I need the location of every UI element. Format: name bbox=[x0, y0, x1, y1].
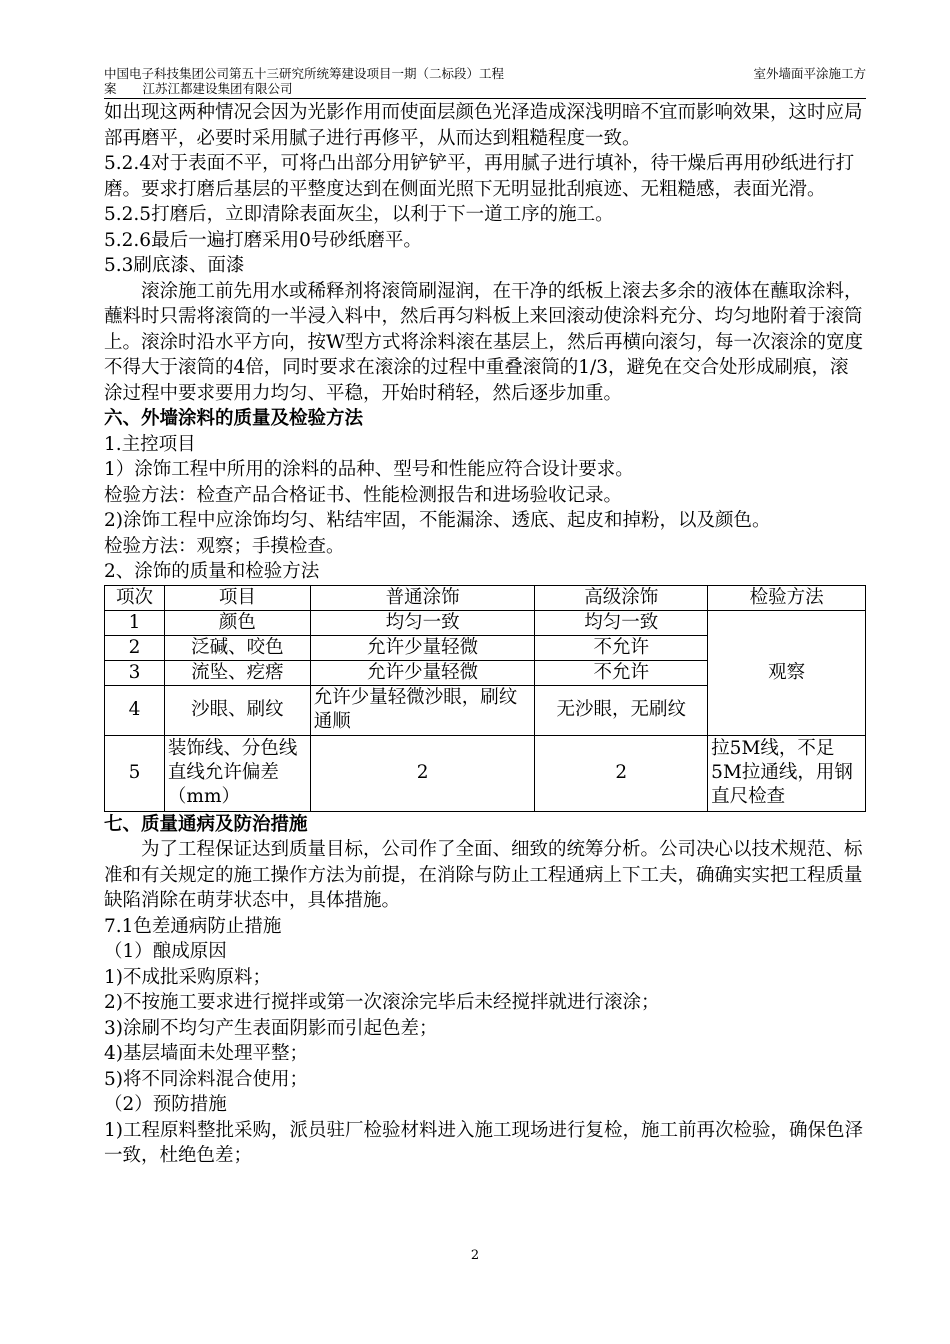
paragraph: 2、涂饰的质量和检验方法 bbox=[104, 561, 320, 582]
table-header-row bbox=[105, 585, 866, 610]
table-cell: 泛碱、咬色 bbox=[164, 635, 310, 660]
list-item: 1)不成批采购原料； bbox=[104, 966, 271, 988]
header-title-text: 中国电子科技集团公司第五十三研究所统筹建设项目一期（二标段）工程 bbox=[104, 66, 505, 81]
paragraph: 2)涂饰工程中应涂饰均匀、粘结牢固，不能漏涂、透底、起皮和掉粉，以及颜色。 bbox=[104, 510, 771, 531]
table-header-cell: 项次 bbox=[105, 585, 165, 610]
table-cell: 装饰线、分色线直线允许偏差（mm） bbox=[164, 735, 310, 811]
header-company: 江苏江都建设集团有限公司 bbox=[142, 81, 293, 96]
table-cell: 沙眼、刷纹 bbox=[164, 685, 310, 735]
table-cell: 流坠、疙瘩 bbox=[164, 660, 310, 685]
paragraph: 滚涂施工前先用水或稀释剂将滚筒刷湿润，在干净的纸板上滚去多余的液体在蘸取涂料，蘸料时只需将滚筒的一半浸入料中，然后再匀料板上来回滚动使涂料充分、均匀地附着于滚筒上。滚涂时沿水平方向，按W型方式将涂料滚在基层上，然后再横向滚匀，每一次滚涂的宽度不得大于滚筒的4倍，同时要求在滚涂的过程中重叠滚筒的1/3，避免在交合处形成刷痕，滚涂过程中要求要用力均匀、平稳，开始时稍轻，然后逐步加重。 bbox=[104, 280, 864, 404]
table-cell: 1 bbox=[105, 610, 165, 635]
section-heading: 5.3刷底漆、面漆 bbox=[104, 255, 245, 276]
table-cell: 4 bbox=[105, 685, 165, 735]
table-row bbox=[105, 735, 866, 811]
table-cell: 无沙眼，无刷纹 bbox=[535, 685, 708, 735]
table-cell: 允许少量轻微沙眼，刷纹通顺 bbox=[310, 685, 535, 735]
paragraph: 1.主控项目 bbox=[104, 433, 196, 455]
paragraph: 5.2.4对于表面不平，可将凸出部分用铲铲平，再用腻子进行填补，待干燥后再用砂纸进行打磨。要求打磨后基层的平整度达到在侧面光照下无明显批刮痕迹、无粗糙感，表面光滑。 bbox=[104, 153, 855, 200]
page-number: 2 bbox=[470, 1248, 480, 1263]
table-header-cell: 项目 bbox=[164, 585, 310, 610]
paragraph: 如出现这两种情况会因为光影作用而使面层颜色光泽造成深浅明暗不宜而影响效果，这时应局部再磨平，必要时采用腻子进行再修平，从而达到粗糙程度一致。 bbox=[104, 102, 863, 149]
list-item: 1)工程原料整批采购，派员驻厂检验材料进入施工现场进行复检，施工前再次检验，确保色泽一致，杜绝色差； bbox=[104, 1119, 863, 1166]
list-item: 2)不按施工要求进行搅拌或第一次滚涂完毕后未经搅拌就进行滚涂； bbox=[104, 992, 660, 1013]
table-cell: 允许少量轻微 bbox=[310, 660, 535, 685]
table-cell: 2 bbox=[310, 735, 535, 811]
paragraph: （1）酿成原因 bbox=[104, 941, 227, 962]
section-heading: 7.1色差通病防止措施 bbox=[104, 915, 282, 937]
table-cell: 5 bbox=[105, 735, 165, 811]
table-cell: 拉5M线，不足5M拉通线，用钢直尺检查 bbox=[708, 735, 866, 811]
quality-table bbox=[104, 585, 866, 812]
table-cell: 不允许 bbox=[535, 635, 708, 660]
table-header-cell: 普通涂饰 bbox=[310, 585, 535, 610]
header-project-title bbox=[104, 66, 564, 96]
paragraph: 检验方法：检查产品合格证书、性能检测报告和进场验收记录。 bbox=[104, 484, 623, 506]
list-item: 3)涂刷不均匀产生表面阴影而引起色差； bbox=[104, 1017, 438, 1039]
paragraph: 为了工程保证达到质量目标，公司作了全面、细致的统筹分析。公司决心以技术规范、标准和有关规定的施工操作方法为前提，在消除与防止工程通病上下工夫，确确实实把工程质量缺陷消除在萌芽状态中，具体措施。 bbox=[104, 839, 863, 911]
table-cell: 均匀一致 bbox=[535, 610, 708, 635]
chapter-heading-7: 七、质量通病及防治措施 bbox=[104, 813, 308, 835]
table-cell: 不允许 bbox=[535, 660, 708, 685]
document-body bbox=[104, 100, 866, 1169]
paragraph: 5.2.5打磨后，立即清除表面灰尘，以利于下一道工序的施工。 bbox=[104, 204, 614, 225]
table-header-cell: 检验方法 bbox=[708, 585, 866, 610]
list-item: 5)将不同涂料混合使用； bbox=[104, 1068, 308, 1090]
header-divider bbox=[104, 98, 866, 99]
table-row bbox=[105, 610, 866, 635]
paragraph: （2）预防措施 bbox=[104, 1094, 227, 1115]
paragraph: 5.2.6最后一遍打磨采用0号砂纸磨平。 bbox=[104, 229, 422, 251]
chapter-heading-6: 六、外墙涂料的质量及检验方法 bbox=[104, 408, 364, 429]
paragraph: 1）涂饰工程中所用的涂料的品种、型号和性能应符合设计要求。 bbox=[104, 459, 634, 480]
header-title-cont: 案 bbox=[104, 81, 117, 96]
list-item: 4)基层墙面未处理平整； bbox=[104, 1043, 308, 1064]
table-cell: 颜色 bbox=[164, 610, 310, 635]
table-cell: 2 bbox=[105, 635, 165, 660]
header-doc-name: 室外墙面平涂施工方 bbox=[753, 66, 866, 81]
table-cell: 均匀一致 bbox=[310, 610, 535, 635]
paragraph: 检验方法：观察；手摸检查。 bbox=[104, 535, 345, 557]
table-cell: 2 bbox=[535, 735, 708, 811]
table-cell-method-observe: 观察 bbox=[708, 610, 866, 735]
table-cell: 3 bbox=[105, 660, 165, 685]
table-header-cell: 高级涂饰 bbox=[535, 585, 708, 610]
table-cell: 允许少量轻微 bbox=[310, 635, 535, 660]
